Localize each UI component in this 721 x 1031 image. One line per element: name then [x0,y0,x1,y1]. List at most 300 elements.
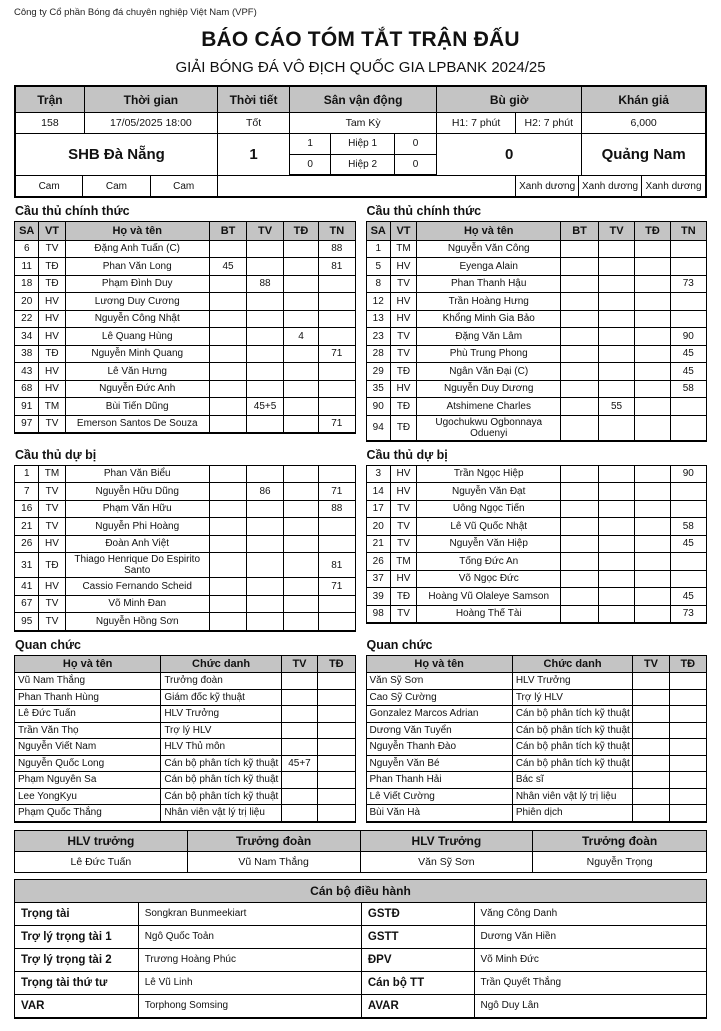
match-info-table [14,85,707,198]
player-goal-minute [561,483,598,500]
player-name: Võ Ngọc Đức [417,571,561,588]
score-row [16,134,705,176]
official-yellow-minute [282,690,318,706]
player-number: 22 [15,311,39,328]
official-name: Phạm Nguyên Sa [15,772,161,788]
player-name: Phan Văn Biểu [66,466,210,483]
official-row [367,706,707,723]
player-red-minute [284,398,319,415]
player-red-minute [284,276,319,293]
player-name: Nguyễn Hồng Sơn [66,613,210,630]
player-name: Khổng Minh Gia Bảo [417,311,561,328]
col-header-attendance: Khán giả [618,92,669,107]
player-red-minute [635,483,670,500]
player-goal-minute [561,416,598,440]
player-sub-minute [319,276,354,293]
player-name: Cassio Fernando Scheid [66,578,210,595]
official-role: Cán bộ phân tích kỹ thuật [513,706,634,722]
official-role-label: Trọng tài thứ tư [15,972,139,994]
player-number: 35 [367,381,391,398]
player-number: 16 [15,501,39,518]
kit-colors-row [16,176,705,196]
player-goal-minute [561,311,598,328]
player-number: 23 [367,328,391,345]
col-tv: TV [633,656,669,673]
match-official-row [15,903,706,926]
official-name: Nguyễn Văn Bé [367,756,513,772]
away-starters-title: Cầu thủ chính thức [366,204,482,218]
player-position: TV [39,518,65,535]
player-number: 34 [15,328,39,345]
player-position: HV [39,293,65,310]
player-yellow-minute [599,416,636,440]
official-role: Trợ lý HLV [161,723,282,739]
player-yellow-minute [247,536,284,553]
player-name: Nguyễn Phi Hoàng [66,518,210,535]
player-row [367,293,707,311]
player-name: Tống Đức An [417,553,561,570]
player-number: 13 [367,311,391,328]
player-row [15,501,355,519]
player-yellow-minute [247,518,284,535]
player-sub-minute [319,596,354,613]
away-head-coach-label: HLV Trưởng [361,831,534,851]
home-officials-table [14,655,356,823]
official-role-label: ĐPV [362,949,475,971]
player-position: TĐ [391,398,417,415]
official-role: Phiên dịch [513,805,634,821]
weather-value: Tốt [218,113,290,133]
player-red-minute [284,346,319,363]
official-row [367,756,707,773]
official-name: Nguyễn Quốc Long [15,756,161,772]
player-position: HV [391,311,417,328]
official-red-minute [670,805,706,821]
player-name: Lương Duy Cương [66,293,210,310]
away-score: 0 [437,134,582,175]
player-position: TV [391,606,417,623]
col-td: TĐ [635,222,670,240]
official-red-minute [670,772,706,788]
player-number: 18 [15,276,39,293]
player-goal-minute [561,606,598,623]
player-position: TV [39,596,65,613]
official-red-minute [670,673,706,689]
player-goal-minute: 45 [210,258,247,275]
player-yellow-minute [247,311,284,328]
player-sub-minute: 81 [331,559,343,571]
official-yellow-minute [282,772,318,788]
player-goal-minute [561,588,598,605]
player-goal-minute [561,346,598,363]
player-row [367,536,707,554]
player-name: Eyenga Alain [417,258,561,275]
player-row [15,276,355,294]
match-officials-title: Cán bộ điều hành [15,880,706,903]
player-number: 31 [15,553,39,577]
player-position: TM [391,241,417,258]
player-name: Hoàng Vũ Olaleye Samson [417,588,561,605]
official-role-label: Trọng tài [15,903,139,925]
player-name: Đặng Văn Lâm [417,328,561,345]
player-red-minute [635,328,670,345]
starters-section [14,203,707,442]
official-role-label: Trợ lý trọng tài 2 [15,949,139,971]
player-sub-minute [671,241,706,258]
official-yellow-minute [282,706,318,722]
player-red-minute [635,346,670,363]
player-table-header [15,222,355,241]
player-yellow-minute [599,241,636,258]
player-number: 11 [15,258,39,275]
player-name: Nguyễn Văn Công [417,241,561,258]
player-yellow-minute [599,571,636,588]
player-goal-minute [210,381,247,398]
player-goal-minute [561,241,598,258]
player-yellow-minute [599,293,636,310]
player-number: 7 [15,483,39,500]
player-goal-minute [210,578,247,595]
player-yellow-minute [599,588,636,605]
player-yellow-minute [247,501,284,518]
player-red-minute [635,536,670,553]
player-table-header [367,222,707,241]
player-position: TV [391,501,417,518]
player-number: 41 [15,578,39,595]
col-name: Họ và tên [15,656,161,673]
player-name: Ngân Văn Đại (C) [417,363,561,380]
player-position: TV [39,416,65,433]
player-name: Phan Văn Long [66,258,210,275]
player-row [15,596,355,614]
player-row [367,483,707,501]
official-yellow-minute [282,805,318,821]
official-yellow-minute [633,690,669,706]
col-name: Họ và tên [417,222,561,240]
player-goal-minute [561,276,598,293]
player-sub-minute [671,416,706,440]
player-yellow-minute [599,311,636,328]
player-yellow-minute [247,578,284,595]
player-red-minute [284,311,319,328]
official-row [15,690,355,707]
player-name: Emerson Santos De Souza [66,416,210,433]
player-yellow-minute [247,241,284,258]
player-position: HV [391,293,417,310]
official-name: Lê Đức Tuấn [15,706,161,722]
player-number: 26 [367,553,391,570]
player-row [367,276,707,294]
player-number: 14 [367,483,391,500]
player-yellow-minute [247,596,284,613]
home-head-coach-label: HLV trưởng [15,831,188,851]
player-row [367,416,707,441]
player-row [367,311,707,329]
player-row [367,328,707,346]
official-yellow-minute [633,756,669,772]
half-row [290,155,436,176]
player-row [15,613,355,631]
official-role: Trợ lý HLV [513,690,634,706]
player-name: Phan Thanh Hậu [417,276,561,293]
official-yellow-minute [282,739,318,755]
half-row [290,134,436,155]
player-goal-minute [561,258,598,275]
player-number: 8 [367,276,391,293]
player-red-minute [284,381,319,398]
player-position: TV [391,518,417,535]
col-header-match: Trận [16,87,85,112]
player-position: HV [39,311,65,328]
player-number: 20 [15,293,39,310]
official-role: HLV Trưởng [161,706,282,722]
player-red-minute [635,588,670,605]
player-name: Đoàn Anh Việt [66,536,210,553]
match-info-values-row [16,113,705,134]
player-sub-minute [671,398,706,415]
player-sub-minute: 73 [682,608,694,620]
official-role: Nhân viên vật lý trị liệu [513,789,634,805]
player-row [367,258,707,276]
player-sub-minute: 71 [331,418,343,430]
player-position: TĐ [39,346,65,363]
player-position: TĐ [391,363,417,380]
official-row [367,789,707,806]
player-goal-minute [561,501,598,518]
official-row [367,739,707,756]
player-yellow-minute [599,328,636,345]
player-number: 6 [15,241,39,258]
official-role-label: VAR [15,995,139,1017]
col-tv: TV [282,656,318,673]
official-red-minute [670,756,706,772]
player-red-minute [635,416,670,440]
player-row [367,381,707,399]
half-home-goals: 1 [290,134,331,154]
player-red-minute [284,518,319,535]
player-row [367,553,707,571]
home-team-leader-name: Vũ Nam Thắng [188,852,361,872]
official-name: Văng Công Danh [480,908,558,919]
player-position: HV [391,258,417,275]
official-row [15,673,355,690]
player-goal-minute [210,311,247,328]
official-red-minute [670,739,706,755]
official-red-minute [670,690,706,706]
player-sub-minute: 90 [682,468,694,480]
player-position: HV [391,571,417,588]
official-yellow-minute [633,805,669,821]
player-position: TV [39,241,65,258]
player-red-minute [635,606,670,623]
player-row [15,293,355,311]
player-name: Lê Vũ Quốc Nhật [417,518,561,535]
official-role: Cán bộ phân tích kỹ thuật [161,756,282,772]
official-row [15,739,355,756]
col-tn: TN [329,224,345,237]
player-number: 43 [15,363,39,380]
half-label: Hiệp 2 [331,155,395,175]
player-red-minute [635,553,670,570]
match-report-page [0,7,721,1019]
official-name: Cao Sỹ Cường [367,690,513,706]
player-number: 20 [367,518,391,535]
official-row [15,723,355,740]
official-row [15,789,355,806]
player-sub-minute: 90 [682,330,694,342]
player-red-minute [284,578,319,595]
player-red-minute [635,466,670,483]
official-yellow-minute [633,723,669,739]
half-label: Hiệp 1 [331,134,395,154]
player-row [15,578,355,596]
player-yellow-minute [599,483,636,500]
away-starters-column [366,203,708,442]
official-name: Gonzalez Marcos Adrian [367,706,513,722]
official-red-minute [670,789,706,805]
player-row [367,398,707,416]
official-row [15,772,355,789]
player-yellow-minute [599,466,636,483]
official-name: Ngô Quốc Toản [139,926,362,948]
player-yellow-minute [599,381,636,398]
player-sub-minute [671,258,706,275]
player-sub-minute [319,536,354,553]
player-number: 67 [15,596,39,613]
official-role: HLV Trưởng [513,673,634,689]
player-sub-minute [671,311,706,328]
half-away-goals: 0 [412,158,419,170]
home-subs-table [14,465,356,632]
player-name: Lê Quang Hùng [66,328,210,345]
player-sub-minute [319,466,354,483]
player-position: HV [39,578,65,595]
col-tv: TV [247,222,284,240]
col-bt: BT [561,222,598,240]
official-red-minute [318,739,354,755]
player-name: Atshimene Charles [417,398,561,415]
match-official-row [15,995,706,1018]
player-yellow-minute [599,553,636,570]
player-sub-minute [319,518,354,535]
attendance-value: 6,000 [630,117,657,129]
home-kit-socks: Cam [151,176,218,196]
coaches-summary-header [15,831,706,852]
player-position: TM [391,553,417,570]
player-number: 37 [367,571,391,588]
official-role: Trưởng đoàn [161,673,282,689]
col-tn: TN [680,224,696,237]
player-goal-minute [210,293,247,310]
player-red-minute [284,483,319,500]
match-official-row [15,949,706,972]
player-red-minute [284,596,319,613]
player-red-minute [635,398,670,415]
player-row [15,416,355,434]
official-red-minute [670,723,706,739]
stoppage-h1: H1: 7 phút [437,113,516,133]
player-name: Phù Trung Phong [417,346,561,363]
player-sub-minute [319,613,354,630]
player-sub-minute: 73 [682,278,694,290]
away-starters-table [366,221,708,442]
officials-table-header [15,656,355,674]
official-role: Cán bộ phân tích kỹ thuật [513,739,634,755]
match-official-row [15,972,706,995]
player-goal-minute [561,381,598,398]
player-row [15,381,355,399]
player-row [15,518,355,536]
player-name: Nguyễn Duy Dương [417,381,561,398]
subs-section [14,447,707,632]
league-subtitle: GIẢI BÓNG ĐÁ VÔ ĐỊCH QUỐC GIA LPBANK 2024/25 [175,59,546,76]
official-role-label: Cán bộ TT [362,972,475,994]
official-row [15,706,355,723]
home-kit-shirt: Cam [16,176,83,196]
player-sub-minute: 88 [331,243,343,255]
player-number: 28 [367,346,391,363]
official-name: Lee YongKyu [15,789,161,805]
away-subs-table [366,465,708,625]
player-yellow-minute [247,293,284,310]
player-row [15,346,355,364]
official-name: Phan Thanh Hùng [15,690,161,706]
player-number: 1 [15,466,39,483]
player-yellow-minute: 45+5 [247,398,284,415]
col-tv: TV [599,222,636,240]
match-datetime: 17/05/2025 18:00 [85,113,218,133]
player-name: Phạm Văn Hữu [66,501,210,518]
player-number: 3 [367,466,391,483]
player-yellow-minute [247,346,284,363]
official-row [367,723,707,740]
player-row [15,258,355,276]
player-name: Nguyễn Minh Quang [66,346,210,363]
official-name: Trần Quyết Thắng [480,977,562,988]
player-position: TĐ [391,416,417,440]
player-sub-minute: 71 [331,485,343,497]
official-role: Nhân viên vật lý trị liệu [161,805,282,821]
player-goal-minute [561,553,598,570]
official-name: Văn Sỹ Sơn [367,673,513,689]
coaches-summary-values [15,852,706,872]
player-yellow-minute [247,466,284,483]
official-name: Lê Viết Cường [367,789,513,805]
player-red-minute [635,363,670,380]
player-name: Nguyễn Công Nhật [66,311,210,328]
player-goal-minute [210,328,247,345]
player-goal-minute [210,483,247,500]
official-yellow-minute: 45+7 [282,756,318,772]
player-name: Bùi Tiến Dũng [66,398,210,415]
official-name: Lê Vũ Linh [139,972,362,994]
player-red-minute [635,293,670,310]
official-name: Trần Văn Thọ [15,723,161,739]
home-subs-title: Cầu thủ dự bị [15,447,97,462]
player-position: HV [39,381,65,398]
player-yellow-minute [247,381,284,398]
player-sub-minute: 88 [331,503,343,515]
player-name: Trần Ngọc Hiệp [417,466,561,483]
player-sub-minute [319,293,354,310]
official-red-minute [318,673,354,689]
player-sub-minute [671,553,706,570]
player-yellow-minute [247,613,284,630]
player-number: 5 [367,258,391,275]
player-red-minute [635,258,670,275]
official-name: Dương Văn Tuyển [367,723,513,739]
match-official-row [15,926,706,949]
